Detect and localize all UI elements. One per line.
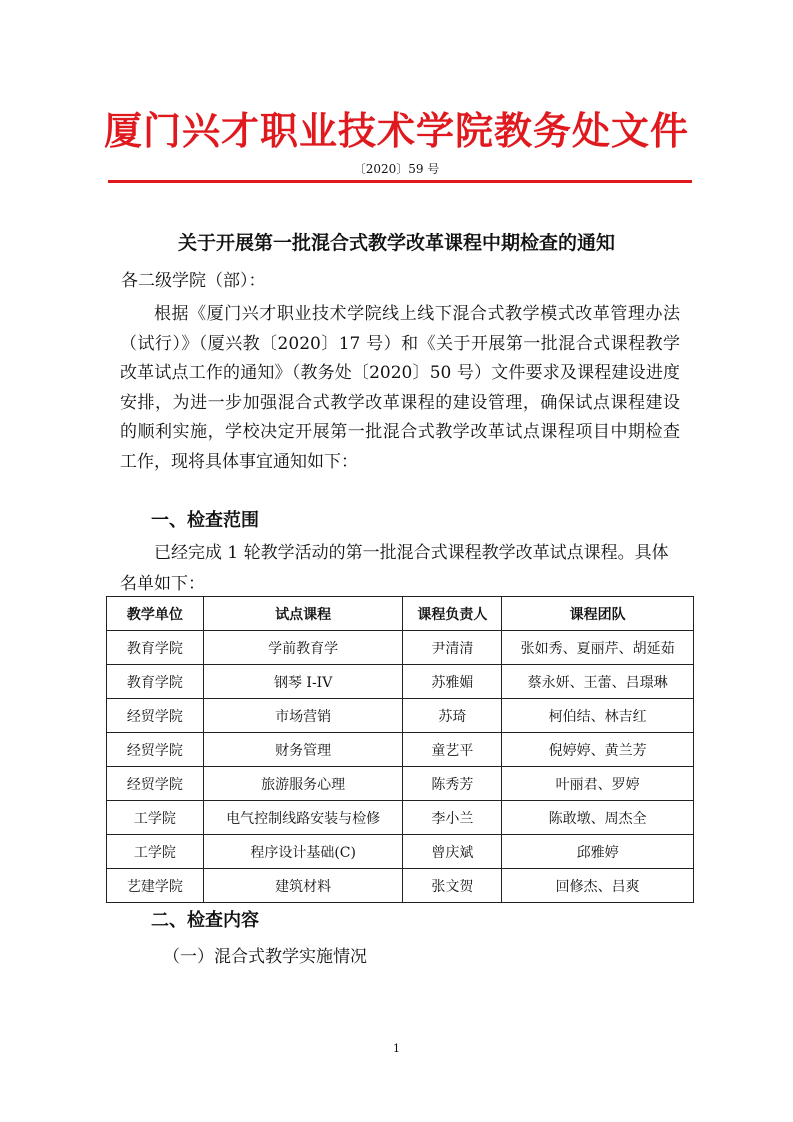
cell-unit: 艺建学院 (107, 869, 204, 903)
table-row (107, 835, 694, 869)
table-header-row (107, 597, 694, 631)
cell-unit: 工学院 (107, 801, 204, 835)
cell-unit: 教育学院 (107, 631, 204, 665)
cell-lead: 李小兰 (403, 801, 502, 835)
cell-team: 蔡永妍、王蕾、吕璟琳 (502, 665, 694, 699)
cell-lead: 陈秀芳 (403, 767, 502, 801)
cell-unit: 经贸学院 (107, 767, 204, 801)
header-divider (108, 180, 692, 183)
table-row (107, 631, 694, 665)
cell-course: 程序设计基础(C) (203, 835, 403, 869)
table-row (107, 733, 694, 767)
table-row (107, 869, 694, 903)
cell-team: 张如秀、夏丽芹、胡延茹 (502, 631, 694, 665)
cell-course: 钢琴 I-IV (203, 665, 403, 699)
page-number: 1 (393, 1042, 400, 1055)
table-row (107, 665, 694, 699)
cell-team: 倪婷婷、黄兰芳 (502, 733, 694, 767)
cell-lead: 尹清清 (403, 631, 502, 665)
cell-team: 叶丽君、罗婷 (502, 767, 694, 801)
cell-lead: 曾庆斌 (403, 835, 502, 869)
cell-course: 市场营销 (203, 699, 403, 733)
cell-course: 建筑材料 (203, 869, 403, 903)
cell-team: 回修杰、吕爽 (502, 869, 694, 903)
cell-unit: 工学院 (107, 835, 204, 869)
cell-unit: 经贸学院 (107, 733, 204, 767)
scope-text: 已经完成 1 轮教学活动的第一批混合式课程教学改革试点课程。具体名单如下： (120, 543, 669, 594)
cell-unit: 教育学院 (107, 665, 204, 699)
subsection-heading: （一）混合式教学实施情况 (163, 947, 367, 967)
cell-course: 学前教育学 (203, 631, 403, 665)
document-number: 〔2020〕59 号 (353, 162, 440, 176)
cell-lead: 张文贺 (403, 869, 502, 903)
col-header-course: 试点课程 (203, 597, 403, 631)
table-row (107, 767, 694, 801)
col-header-unit: 教学单位 (107, 597, 204, 631)
cell-team: 陈敢墩、周杰全 (502, 801, 694, 835)
course-table (106, 596, 694, 903)
notice-title: 关于开展第一批混合式教学改革课程中期检查的通知 (177, 232, 615, 254)
table-row (107, 801, 694, 835)
cell-lead: 童艺平 (403, 733, 502, 767)
col-header-team: 课程团队 (502, 597, 694, 631)
salutation: 各二级学院（部）： (121, 271, 266, 291)
document-header-title: 厦门兴才职业技术学院教务处文件 (103, 108, 689, 153)
cell-course: 电气控制线路安装与检修 (203, 801, 403, 835)
section-heading-content: 二、检查内容 (151, 910, 259, 931)
notice-body: 根据《厦门兴才职业技术学院线上线下混合式教学模式改革管理办法（试行）》（厦兴教〔2020〕17 号）和《关于开展第一批混合式课程教学改革试点工作的通知》（教务处〔2020〕50 号）文件要求及课程建设进度安排，为进一步加强混合式教学改革课程的建设管理，确保试点课程建设的顺利实施，学校决定开展第一批混合式教学改革试点课程项目中期检查工作，现将具体事宜通知如下： (120, 304, 680, 472)
cell-lead: 苏雅媚 (403, 665, 502, 699)
section-heading-scope: 一、检查范围 (151, 510, 259, 531)
cell-team: 柯伯结、林吉红 (502, 699, 694, 733)
col-header-lead: 课程负责人 (403, 597, 502, 631)
cell-team: 邱雅婷 (502, 835, 694, 869)
table-row (107, 699, 694, 733)
cell-unit: 经贸学院 (107, 699, 204, 733)
cell-lead: 苏琦 (403, 699, 502, 733)
cell-course: 财务管理 (203, 733, 403, 767)
cell-course: 旅游服务心理 (203, 767, 403, 801)
